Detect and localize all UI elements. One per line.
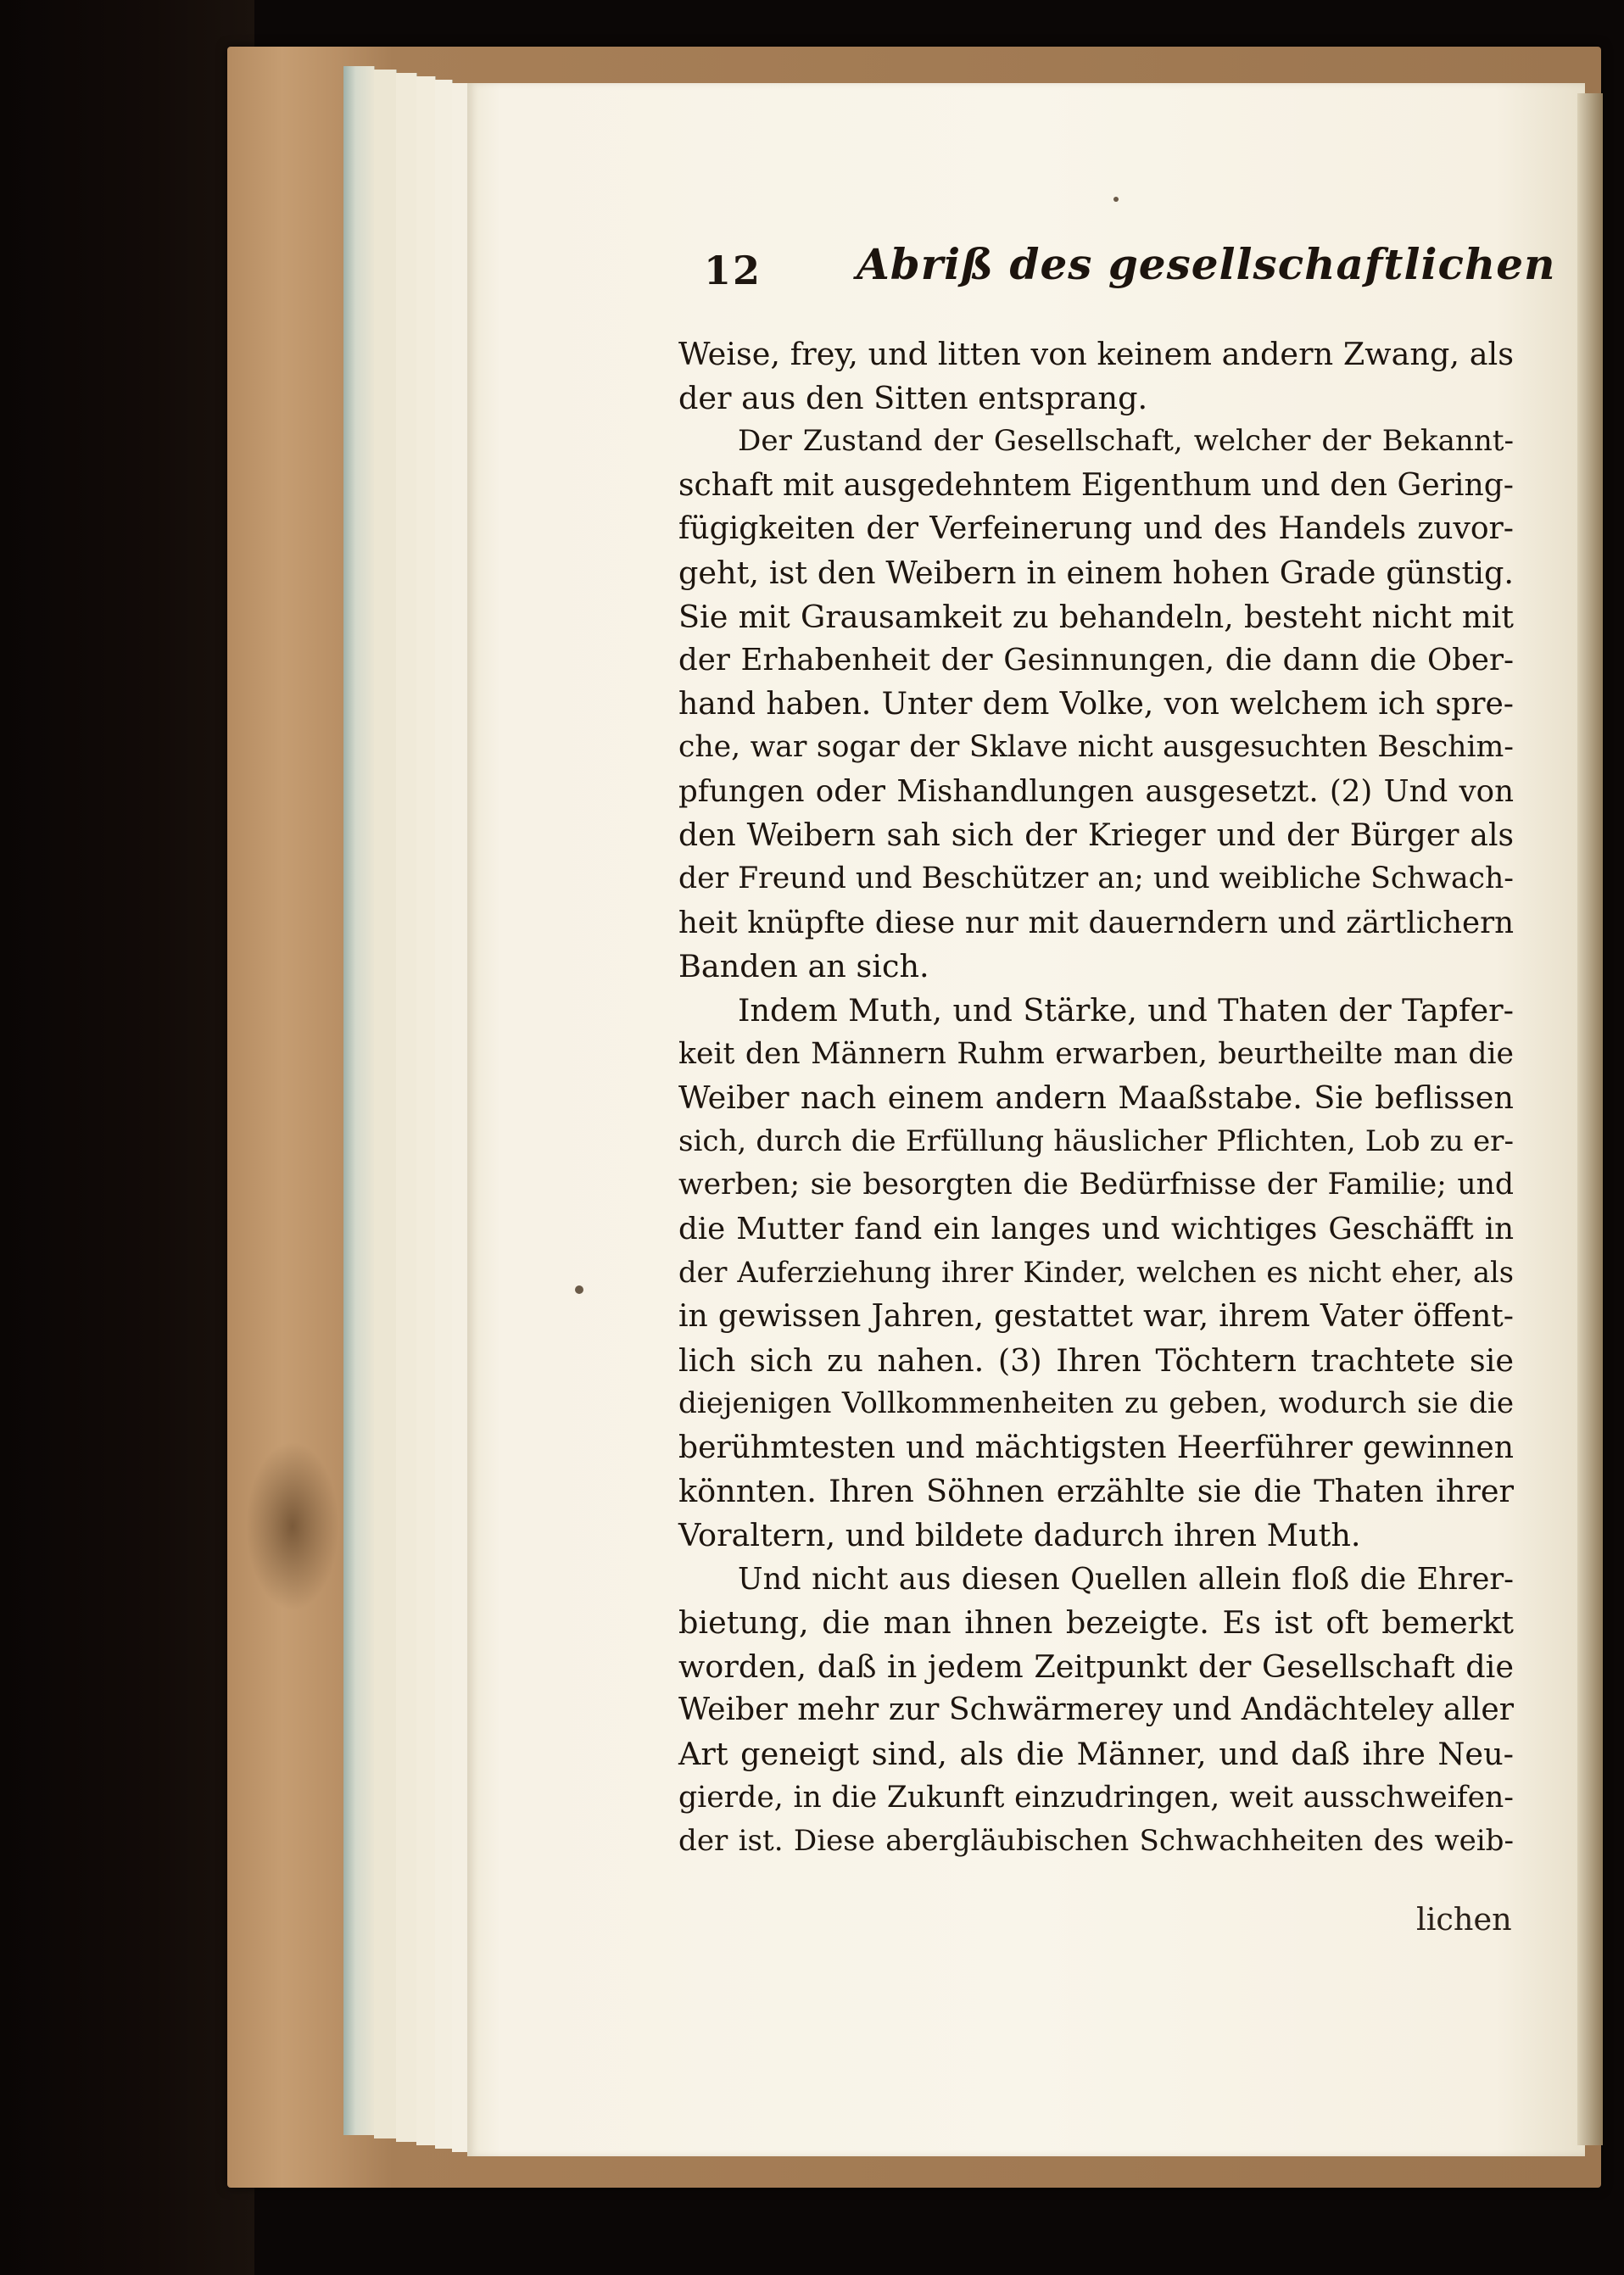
text-line: lich sich zu nahen. (3) Ihren Töchtern trachtete sie [678, 1341, 1514, 1379]
text-line: Und nicht aus diesen Quellen allein floß die Ehrer- [738, 1561, 1514, 1597]
body-text [678, 332, 1514, 1864]
text-line: berühmtesten und mächtigsten Heerführer gewinnen [678, 1429, 1514, 1465]
text-line: in gewissen Jahren, gestattet war, ihrem Vater öffent- [678, 1298, 1514, 1335]
text-line: schaft mit ausgedehntem Eigenthum und den Gering- [678, 466, 1514, 503]
page-edge [435, 80, 453, 2149]
text-line: gierde, in die Zukunft einzudringen, weit ausschweifen- [678, 1780, 1514, 1815]
page-edge [452, 83, 468, 2152]
text-line: bietung, die man ihnen bezeigte. Es ist oft bemerkt [678, 1604, 1514, 1642]
page-edge [374, 70, 397, 2138]
running-title: Abriß des gesellschaftlichen [857, 239, 1556, 289]
catchword: lichen [1416, 1901, 1512, 1938]
text-line: der Freund und Beschützer an; und weibliche Schwach- [678, 861, 1514, 896]
text-line: Banden an sich. [678, 948, 929, 985]
text-line: Weiber mehr zur Schwärmerey und Andächteley aller [678, 1692, 1514, 1728]
text-line: den Weibern sah sich der Krieger und der Bürger als [678, 817, 1514, 853]
text-line: der aus den Sitten entsprang. [678, 379, 1148, 416]
text-line: geht, ist den Weibern in einem hohen Grade günstig. [678, 554, 1514, 591]
text-line: che, war sogar der Sklave nicht ausgesuchten Beschim- [678, 730, 1514, 765]
paper-speck [1113, 197, 1119, 202]
text-line: pfungen oder Mishandlungen ausgesetzt. (2) Und von [678, 773, 1514, 809]
text-line: Voraltern, und bildete dadurch ihren Muth. [678, 1517, 1361, 1554]
text-line: Weiber nach einem andern Maaßstabe. Sie beflissen [678, 1079, 1514, 1117]
page-number: 12 [704, 248, 762, 293]
page-edge [343, 66, 375, 2135]
text-line: Weise, frey, und litten von keinem andern Zwang, als [678, 336, 1514, 372]
text-line: worden, daß in jedem Zeitpunkt der Gesellschaft die [678, 1648, 1514, 1685]
text-line: diejenigen Vollkommenheiten zu geben, wodurch sie die [678, 1386, 1514, 1421]
text-line: die Mutter fand ein langes und wichtiges Geschäfft in [678, 1211, 1514, 1246]
page-edge [396, 73, 417, 2142]
text-line: heit knüpfte diese nur mit dauerndern und zärtlichern [678, 905, 1514, 940]
text-line: fügigkeiten der Verfeinerung und des Handels zuvor- [678, 510, 1514, 547]
dark-background [0, 0, 254, 2275]
text-line: könnten. Ihren Söhnen erzählte sie die Thaten ihrer [678, 1473, 1514, 1510]
text-line: Art geneigt sind, als die Männer, und daß ihre Neu- [678, 1736, 1514, 1772]
text-line: keit den Männern Ruhm erwarben, beurtheilte man die [678, 1036, 1514, 1071]
cover-stain [246, 1441, 339, 1611]
text-line: Sie mit Grausamkeit zu behandeln, besteht nicht mit [678, 598, 1514, 635]
text-line: der ist. Diese abergläubischen Schwachheiten des weib- [678, 1824, 1514, 1859]
text-line: werben; sie besorgten die Bedürfnisse der Familie; und [678, 1168, 1514, 1202]
text-line: hand haben. Unter dem Volke, von welchem ich spre- [678, 685, 1514, 722]
text-line: Der Zustand der Gesellschaft, welcher der Bekannt- [738, 424, 1514, 459]
text-line: der Erhabenheit der Gesinnungen, die dann die Ober- [678, 643, 1514, 678]
page-gutter-shadow [1577, 93, 1603, 2145]
paper-speck [575, 1285, 583, 1294]
text-line: Indem Muth, und Stärke, und Thaten der Tapfer- [738, 991, 1514, 1029]
text-line: der Auferziehung ihrer Kinder, welchen es nicht eher, als [678, 1256, 1514, 1290]
text-line: sich, durch die Erfüllung häuslicher Pflichten, Lob zu er- [678, 1124, 1514, 1158]
page-edge [416, 76, 436, 2145]
